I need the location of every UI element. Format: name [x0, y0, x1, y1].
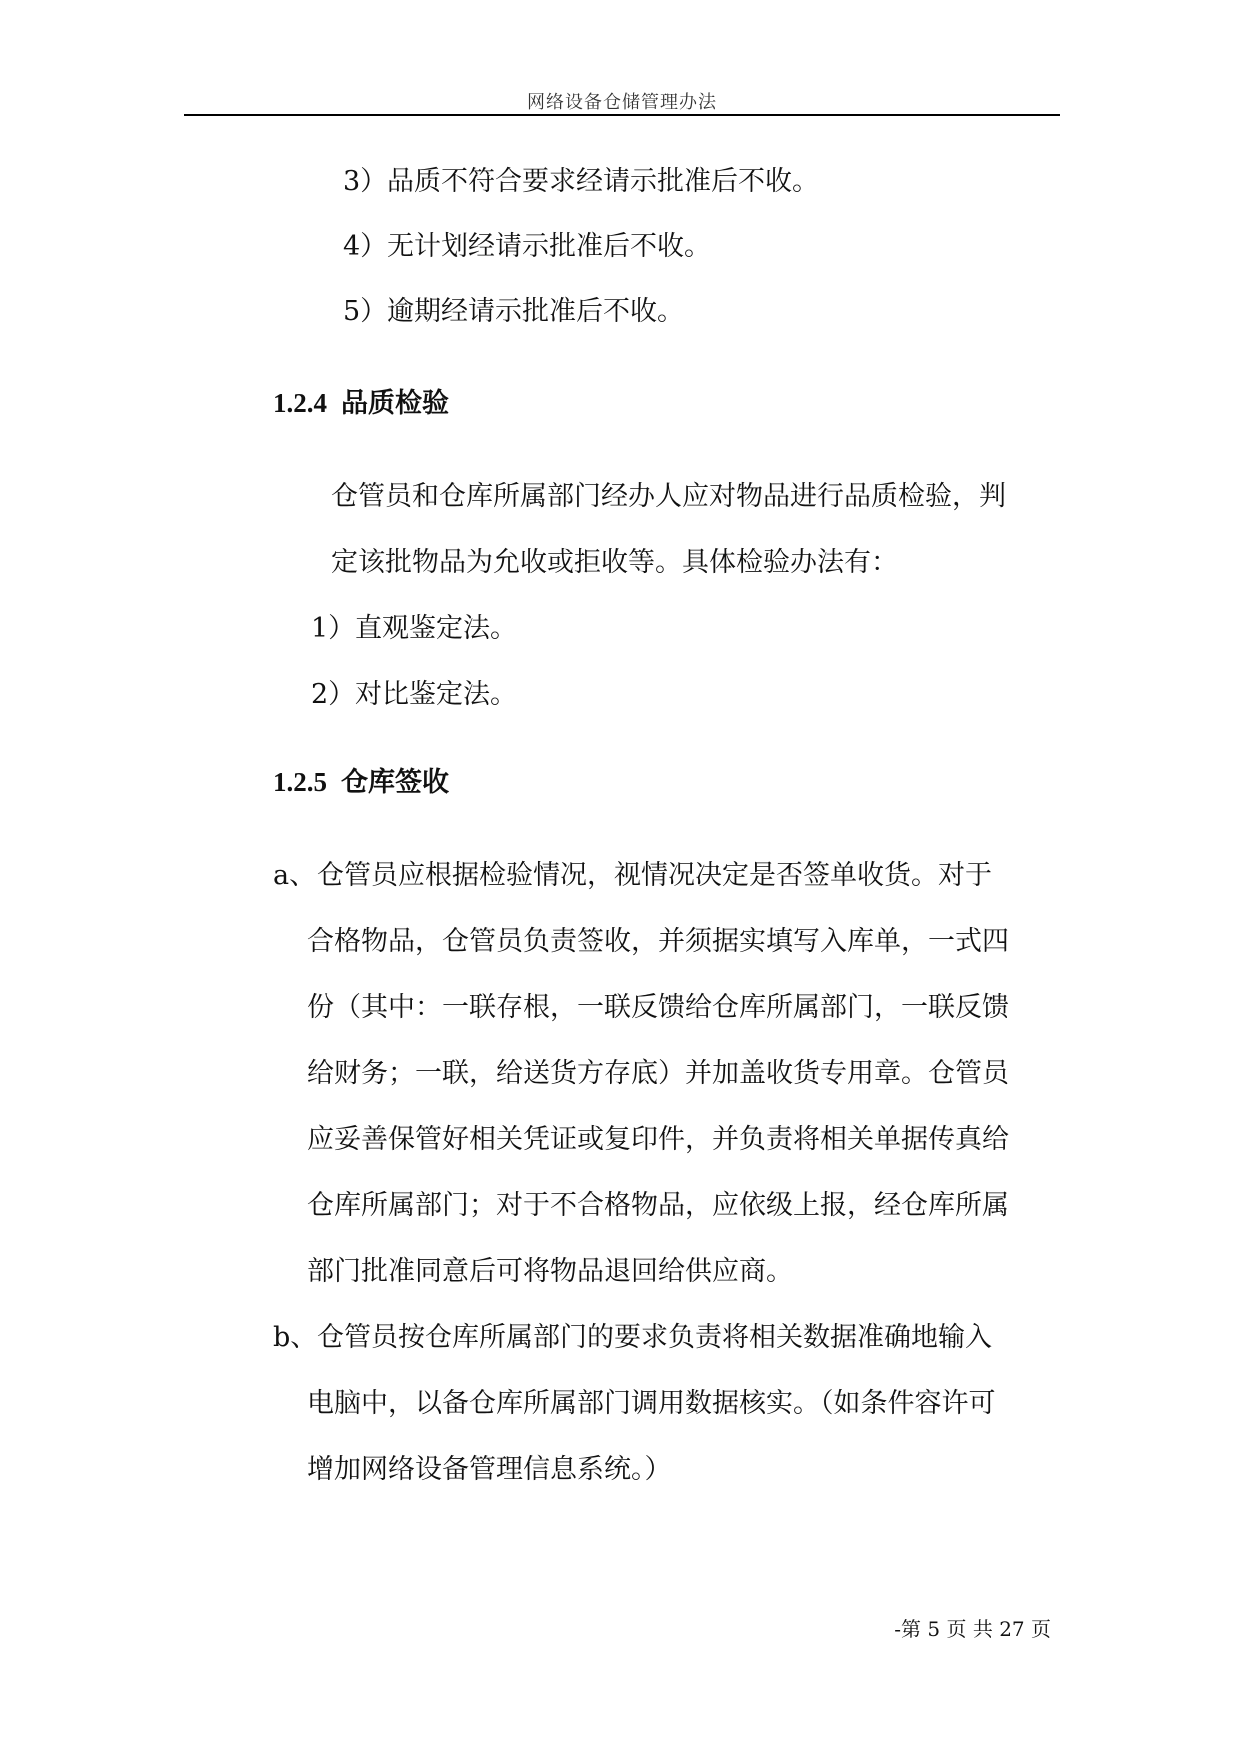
page-number-footer: -第 5 页 共 27 页 — [894, 1617, 1051, 1641]
paragraph-line: 应妥善保管好相关凭证或复印件，并负责将相关单据传真给 — [307, 1124, 1009, 1155]
list-marker: b、 — [273, 1322, 318, 1353]
paragraph-line: 部门批准同意后可将物品退回给供应商。 — [307, 1256, 793, 1287]
paragraph-line: 仓库所属部门；对于不合格物品，应依级上报，经仓库所属 — [307, 1190, 1009, 1221]
list-marker: 2） — [311, 679, 356, 710]
paragraph-line: 电脑中，以备仓库所属部门调用数据核实。（如条件容许可 — [307, 1388, 996, 1419]
section-heading — [273, 762, 449, 803]
list-text: 品质不符合要求经请示批准后不收。 — [387, 166, 819, 197]
list-item — [311, 675, 517, 715]
list-marker: a、 — [273, 860, 317, 891]
list-item — [343, 227, 711, 267]
paragraph-line: 仓管员和仓库所属部门经办人应对物品进行品质检验，判 — [331, 481, 1006, 512]
paragraph-line: 仓管员按仓库所属部门的要求负责将相关数据准确地输入 — [317, 1322, 992, 1353]
paragraph-line: 定该批物品为允收或拒收等。具体检验办法有： — [331, 547, 898, 578]
section-title: 仓库签收 — [341, 767, 449, 798]
list-marker: 4） — [343, 231, 388, 262]
list-text: 直观鉴定法。 — [355, 613, 517, 644]
paragraph-line: 增加网络设备管理信息系统。） — [307, 1454, 672, 1485]
list-marker: 1） — [311, 613, 356, 644]
section-heading — [273, 383, 449, 424]
list-marker: 3） — [343, 166, 388, 197]
paragraph-line: 仓管员应根据检验情况，视情况决定是否签单收货。对于 — [317, 860, 992, 891]
section-number: 1.2.4 — [273, 388, 327, 418]
list-marker: 5） — [343, 296, 388, 327]
list-item — [343, 162, 819, 202]
list-item — [343, 292, 684, 332]
paragraph-line: 份（其中：一联存根，一联反馈给仓库所属部门，一联反馈 — [307, 992, 1009, 1023]
running-header-title: 网络设备仓储管理办法 — [527, 92, 717, 113]
list-text: 无计划经请示批准后不收。 — [387, 231, 711, 262]
header-divider — [184, 114, 1060, 116]
list-text: 对比鉴定法。 — [355, 679, 517, 710]
paragraph-line: 给财务；一联，给送货方存底）并加盖收货专用章。仓管员 — [307, 1058, 1009, 1089]
list-item — [311, 609, 517, 649]
paragraph-line: 合格物品，仓管员负责签收，并须据实填写入库单，一式四 — [307, 926, 1009, 957]
section-title: 品质检验 — [341, 388, 449, 419]
list-text: 逾期经请示批准后不收。 — [387, 296, 684, 327]
section-number: 1.2.5 — [273, 767, 327, 797]
